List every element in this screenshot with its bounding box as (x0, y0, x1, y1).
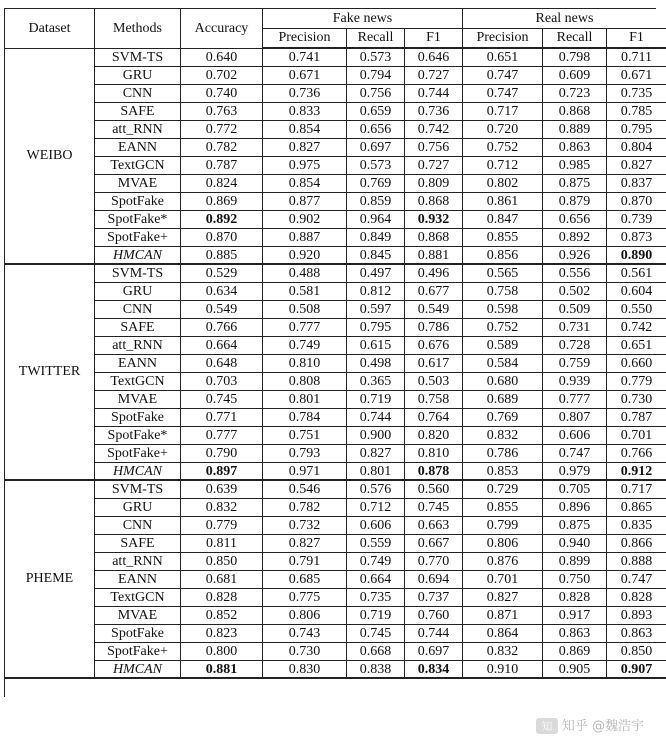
method-name: GRU (95, 67, 181, 85)
fake-precision-cell: 0.784 (263, 409, 347, 427)
real-f1-cell: 0.787 (607, 409, 666, 427)
header-dataset: Dataset (5, 9, 95, 49)
real-recall-cell: 0.899 (543, 553, 607, 571)
method-name: EANN (95, 571, 181, 589)
real-recall-cell: 0.750 (543, 571, 607, 589)
real-precision-cell: 0.856 (463, 247, 543, 265)
accuracy-cell: 0.787 (181, 157, 263, 175)
real-recall-cell: 0.759 (543, 355, 607, 373)
real-f1-cell: 0.779 (607, 373, 666, 391)
real-recall-cell: 0.863 (543, 139, 607, 157)
zhihu-watermark (536, 718, 644, 734)
real-f1-cell: 0.850 (607, 643, 666, 661)
method-name: TextGCN (95, 373, 181, 391)
real-precision-cell: 0.720 (463, 121, 543, 139)
accuracy-cell: 0.766 (181, 319, 263, 337)
fake-f1-cell: 0.881 (405, 247, 463, 265)
fake-precision-cell: 0.902 (263, 211, 347, 229)
method-name: CNN (95, 301, 181, 319)
real-precision-cell: 0.565 (463, 265, 543, 283)
method-name: CNN (95, 517, 181, 535)
real-f1-cell: 0.550 (607, 301, 666, 319)
fake-precision-cell: 0.743 (263, 625, 347, 643)
real-recall-cell: 0.777 (543, 391, 607, 409)
accuracy-cell: 0.664 (181, 337, 263, 355)
real-f1-cell: 0.828 (607, 589, 666, 607)
header-real-news: Real news (463, 9, 666, 29)
method-name: SpotFake+ (95, 229, 181, 247)
real-f1-cell: 0.735 (607, 85, 666, 103)
fake-recall-cell: 0.838 (347, 661, 405, 679)
real-f1-cell: 0.827 (607, 157, 666, 175)
accuracy-cell: 0.782 (181, 139, 263, 157)
fake-precision-cell: 0.777 (263, 319, 347, 337)
real-recall-cell: 0.985 (543, 157, 607, 175)
real-precision-cell: 0.680 (463, 373, 543, 391)
method-name: GRU (95, 283, 181, 301)
method-name: SAFE (95, 535, 181, 553)
fake-recall-cell: 0.659 (347, 103, 405, 121)
results-table (4, 8, 656, 697)
method-name: MVAE (95, 175, 181, 193)
real-recall-cell: 0.828 (543, 589, 607, 607)
accuracy-cell: 0.703 (181, 373, 263, 391)
fake-f1-cell: 0.727 (405, 157, 463, 175)
method-name: SpotFake+ (95, 643, 181, 661)
fake-recall-cell: 0.559 (347, 535, 405, 553)
results-table-region (4, 8, 656, 748)
method-name: SVM-TS (95, 49, 181, 67)
real-recall-cell: 0.728 (543, 337, 607, 355)
real-precision-cell: 0.701 (463, 571, 543, 589)
real-f1-cell: 0.873 (607, 229, 666, 247)
real-recall-cell: 0.705 (543, 481, 607, 499)
real-precision-cell: 0.799 (463, 517, 543, 535)
header-fake-precision: Precision (263, 29, 347, 49)
fake-f1-cell: 0.744 (405, 85, 463, 103)
real-f1-cell: 0.739 (607, 211, 666, 229)
fake-precision-cell: 0.808 (263, 373, 347, 391)
real-precision-cell: 0.651 (463, 49, 543, 67)
fake-recall-cell: 0.735 (347, 589, 405, 607)
fake-f1-cell: 0.663 (405, 517, 463, 535)
fake-recall-cell: 0.712 (347, 499, 405, 517)
fake-f1-cell: 0.677 (405, 283, 463, 301)
fake-f1-cell: 0.868 (405, 229, 463, 247)
real-recall-cell: 0.939 (543, 373, 607, 391)
accuracy-cell: 0.640 (181, 49, 263, 67)
fake-f1-cell: 0.756 (405, 139, 463, 157)
fake-f1-cell: 0.549 (405, 301, 463, 319)
accuracy-cell: 0.828 (181, 589, 263, 607)
fake-f1-cell: 0.764 (405, 409, 463, 427)
accuracy-cell: 0.740 (181, 85, 263, 103)
accuracy-cell: 0.811 (181, 535, 263, 553)
fake-precision-cell: 0.877 (263, 193, 347, 211)
real-f1-cell: 0.804 (607, 139, 666, 157)
accuracy-cell: 0.870 (181, 229, 263, 247)
fake-precision-cell: 0.971 (263, 463, 347, 481)
fake-f1-cell: 0.676 (405, 337, 463, 355)
real-f1-cell: 0.835 (607, 517, 666, 535)
fake-f1-cell: 0.878 (405, 463, 463, 481)
method-name: EANN (95, 355, 181, 373)
real-f1-cell: 0.711 (607, 49, 666, 67)
fake-recall-cell: 0.573 (347, 49, 405, 67)
fake-f1-cell: 0.932 (405, 211, 463, 229)
real-recall-cell: 0.879 (543, 193, 607, 211)
fake-precision-cell: 0.488 (263, 265, 347, 283)
real-precision-cell: 0.861 (463, 193, 543, 211)
method-name: SpotFake+ (95, 445, 181, 463)
real-precision-cell: 0.712 (463, 157, 543, 175)
real-precision-cell: 0.864 (463, 625, 543, 643)
method-name: HMCAN (95, 661, 181, 679)
fake-recall-cell: 0.845 (347, 247, 405, 265)
accuracy-cell: 0.639 (181, 481, 263, 499)
real-recall-cell: 0.656 (543, 211, 607, 229)
fake-recall-cell: 0.668 (347, 643, 405, 661)
real-f1-cell: 0.747 (607, 571, 666, 589)
real-f1-cell: 0.888 (607, 553, 666, 571)
real-f1-cell: 0.660 (607, 355, 666, 373)
accuracy-cell: 0.681 (181, 571, 263, 589)
fake-recall-cell: 0.606 (347, 517, 405, 535)
real-f1-cell: 0.890 (607, 247, 666, 265)
accuracy-cell: 0.779 (181, 517, 263, 535)
header-real-f1: F1 (607, 29, 666, 49)
fake-precision-cell: 0.854 (263, 121, 347, 139)
real-precision-cell: 0.689 (463, 391, 543, 409)
fake-recall-cell: 0.795 (347, 319, 405, 337)
method-name: MVAE (95, 391, 181, 409)
real-precision-cell: 0.871 (463, 607, 543, 625)
fake-recall-cell: 0.849 (347, 229, 405, 247)
fake-recall-cell: 0.719 (347, 391, 405, 409)
method-name: SpotFake (95, 625, 181, 643)
real-precision-cell: 0.910 (463, 661, 543, 679)
real-precision-cell: 0.832 (463, 427, 543, 445)
fake-recall-cell: 0.497 (347, 265, 405, 283)
real-f1-cell: 0.785 (607, 103, 666, 121)
real-recall-cell: 0.747 (543, 445, 607, 463)
accuracy-cell: 0.790 (181, 445, 263, 463)
fake-recall-cell: 0.656 (347, 121, 405, 139)
fake-f1-cell: 0.742 (405, 121, 463, 139)
real-f1-cell: 0.717 (607, 481, 666, 499)
accuracy-cell: 0.892 (181, 211, 263, 229)
fake-f1-cell: 0.786 (405, 319, 463, 337)
real-precision-cell: 0.752 (463, 139, 543, 157)
accuracy-cell: 0.702 (181, 67, 263, 85)
watermark-text: 知乎 @魏浩宇 (561, 718, 644, 734)
dataset-label-pheme: PHEME (5, 481, 95, 679)
fake-f1-cell: 0.834 (405, 661, 463, 679)
real-precision-cell: 0.847 (463, 211, 543, 229)
fake-recall-cell: 0.573 (347, 157, 405, 175)
fake-f1-cell: 0.697 (405, 643, 463, 661)
accuracy-cell: 0.852 (181, 607, 263, 625)
real-f1-cell: 0.651 (607, 337, 666, 355)
fake-precision-cell: 0.920 (263, 247, 347, 265)
real-recall-cell: 0.723 (543, 85, 607, 103)
accuracy-cell: 0.771 (181, 409, 263, 427)
fake-f1-cell: 0.760 (405, 607, 463, 625)
real-recall-cell: 0.892 (543, 229, 607, 247)
real-recall-cell: 0.502 (543, 283, 607, 301)
method-name: GRU (95, 499, 181, 517)
real-precision-cell: 0.855 (463, 499, 543, 517)
accuracy-cell: 0.850 (181, 553, 263, 571)
real-recall-cell: 0.807 (543, 409, 607, 427)
real-recall-cell: 0.917 (543, 607, 607, 625)
real-precision-cell: 0.853 (463, 463, 543, 481)
fake-recall-cell: 0.756 (347, 85, 405, 103)
real-precision-cell: 0.855 (463, 229, 543, 247)
accuracy-cell: 0.772 (181, 121, 263, 139)
fake-recall-cell: 0.769 (347, 175, 405, 193)
real-f1-cell: 0.866 (607, 535, 666, 553)
accuracy-cell: 0.832 (181, 499, 263, 517)
fake-recall-cell: 0.964 (347, 211, 405, 229)
fake-recall-cell: 0.576 (347, 481, 405, 499)
fake-precision-cell: 0.801 (263, 391, 347, 409)
method-name: SVM-TS (95, 265, 181, 283)
fake-recall-cell: 0.801 (347, 463, 405, 481)
real-f1-cell: 0.907 (607, 661, 666, 679)
real-recall-cell: 0.905 (543, 661, 607, 679)
method-name: SpotFake (95, 409, 181, 427)
fake-recall-cell: 0.812 (347, 283, 405, 301)
real-f1-cell: 0.561 (607, 265, 666, 283)
fake-precision-cell: 0.827 (263, 139, 347, 157)
fake-precision-cell: 0.854 (263, 175, 347, 193)
real-precision-cell: 0.769 (463, 409, 543, 427)
fake-f1-cell: 0.646 (405, 49, 463, 67)
fake-recall-cell: 0.794 (347, 67, 405, 85)
fake-f1-cell: 0.744 (405, 625, 463, 643)
accuracy-cell: 0.648 (181, 355, 263, 373)
fake-f1-cell: 0.736 (405, 103, 463, 121)
fake-precision-cell: 0.732 (263, 517, 347, 535)
real-precision-cell: 0.752 (463, 319, 543, 337)
real-f1-cell: 0.766 (607, 445, 666, 463)
accuracy-cell: 0.634 (181, 283, 263, 301)
accuracy-cell: 0.881 (181, 661, 263, 679)
fake-f1-cell: 0.667 (405, 535, 463, 553)
real-precision-cell: 0.832 (463, 643, 543, 661)
real-precision-cell: 0.589 (463, 337, 543, 355)
fake-recall-cell: 0.365 (347, 373, 405, 391)
real-precision-cell: 0.584 (463, 355, 543, 373)
fake-precision-cell: 0.775 (263, 589, 347, 607)
real-precision-cell: 0.729 (463, 481, 543, 499)
fake-recall-cell: 0.744 (347, 409, 405, 427)
fake-precision-cell: 0.782 (263, 499, 347, 517)
fake-f1-cell: 0.617 (405, 355, 463, 373)
fake-recall-cell: 0.719 (347, 607, 405, 625)
accuracy-cell: 0.800 (181, 643, 263, 661)
real-f1-cell: 0.837 (607, 175, 666, 193)
method-name: TextGCN (95, 589, 181, 607)
header-fake-recall: Recall (347, 29, 405, 49)
fake-precision-cell: 0.833 (263, 103, 347, 121)
fake-f1-cell: 0.503 (405, 373, 463, 391)
real-precision-cell: 0.876 (463, 553, 543, 571)
accuracy-cell: 0.549 (181, 301, 263, 319)
method-name: att_RNN (95, 337, 181, 355)
real-recall-cell: 0.798 (543, 49, 607, 67)
header-real-recall: Recall (543, 29, 607, 49)
accuracy-cell: 0.763 (181, 103, 263, 121)
method-name: SAFE (95, 103, 181, 121)
fake-precision-cell: 0.830 (263, 661, 347, 679)
real-recall-cell: 0.875 (543, 175, 607, 193)
real-precision-cell: 0.717 (463, 103, 543, 121)
real-recall-cell: 0.556 (543, 265, 607, 283)
fake-f1-cell: 0.745 (405, 499, 463, 517)
fake-precision-cell: 0.749 (263, 337, 347, 355)
real-recall-cell: 0.869 (543, 643, 607, 661)
accuracy-cell: 0.897 (181, 463, 263, 481)
real-precision-cell: 0.786 (463, 445, 543, 463)
real-recall-cell: 0.606 (543, 427, 607, 445)
fake-precision-cell: 0.827 (263, 535, 347, 553)
fake-recall-cell: 0.697 (347, 139, 405, 157)
fake-f1-cell: 0.727 (405, 67, 463, 85)
header-fake-f1: F1 (405, 29, 463, 49)
real-precision-cell: 0.802 (463, 175, 543, 193)
real-precision-cell: 0.598 (463, 301, 543, 319)
real-f1-cell: 0.730 (607, 391, 666, 409)
method-name: att_RNN (95, 121, 181, 139)
real-recall-cell: 0.509 (543, 301, 607, 319)
accuracy-cell: 0.869 (181, 193, 263, 211)
real-precision-cell: 0.758 (463, 283, 543, 301)
real-recall-cell: 0.940 (543, 535, 607, 553)
header-real-precision: Precision (463, 29, 543, 49)
fake-recall-cell: 0.664 (347, 571, 405, 589)
accuracy-cell: 0.777 (181, 427, 263, 445)
method-name: SAFE (95, 319, 181, 337)
header-fake-news: Fake news (263, 9, 463, 29)
method-name: SVM-TS (95, 481, 181, 499)
fake-recall-cell: 0.827 (347, 445, 405, 463)
real-f1-cell: 0.863 (607, 625, 666, 643)
real-precision-cell: 0.747 (463, 85, 543, 103)
real-recall-cell: 0.896 (543, 499, 607, 517)
fake-precision-cell: 0.751 (263, 427, 347, 445)
fake-recall-cell: 0.745 (347, 625, 405, 643)
fake-f1-cell: 0.737 (405, 589, 463, 607)
fake-f1-cell: 0.809 (405, 175, 463, 193)
fake-precision-cell: 0.810 (263, 355, 347, 373)
method-name: SpotFake* (95, 211, 181, 229)
fake-precision-cell: 0.975 (263, 157, 347, 175)
dataset-label-weibo: WEIBO (5, 49, 95, 265)
header-methods: Methods (95, 9, 181, 49)
fake-recall-cell: 0.749 (347, 553, 405, 571)
real-f1-cell: 0.870 (607, 193, 666, 211)
real-f1-cell: 0.865 (607, 499, 666, 517)
method-name: SpotFake (95, 193, 181, 211)
fake-precision-cell: 0.793 (263, 445, 347, 463)
real-precision-cell: 0.806 (463, 535, 543, 553)
method-name: CNN (95, 85, 181, 103)
fake-f1-cell: 0.770 (405, 553, 463, 571)
fake-precision-cell: 0.546 (263, 481, 347, 499)
fake-f1-cell: 0.496 (405, 265, 463, 283)
real-precision-cell: 0.827 (463, 589, 543, 607)
real-recall-cell: 0.863 (543, 625, 607, 643)
zhihu-logo-icon: 知 (536, 718, 558, 734)
fake-precision-cell: 0.806 (263, 607, 347, 625)
method-name: HMCAN (95, 463, 181, 481)
accuracy-cell: 0.529 (181, 265, 263, 283)
fake-precision-cell: 0.741 (263, 49, 347, 67)
real-f1-cell: 0.742 (607, 319, 666, 337)
method-name: HMCAN (95, 247, 181, 265)
real-recall-cell: 0.926 (543, 247, 607, 265)
fake-recall-cell: 0.498 (347, 355, 405, 373)
method-name: att_RNN (95, 553, 181, 571)
method-name: MVAE (95, 607, 181, 625)
real-precision-cell: 0.747 (463, 67, 543, 85)
accuracy-cell: 0.745 (181, 391, 263, 409)
fake-precision-cell: 0.671 (263, 67, 347, 85)
fake-precision-cell: 0.736 (263, 85, 347, 103)
method-name: EANN (95, 139, 181, 157)
real-recall-cell: 0.868 (543, 103, 607, 121)
accuracy-cell: 0.885 (181, 247, 263, 265)
fake-recall-cell: 0.597 (347, 301, 405, 319)
dataset-label-twitter: TWITTER (5, 265, 95, 481)
fake-f1-cell: 0.758 (405, 391, 463, 409)
real-f1-cell: 0.893 (607, 607, 666, 625)
fake-f1-cell: 0.820 (405, 427, 463, 445)
real-recall-cell: 0.875 (543, 517, 607, 535)
fake-recall-cell: 0.615 (347, 337, 405, 355)
real-recall-cell: 0.889 (543, 121, 607, 139)
real-recall-cell: 0.609 (543, 67, 607, 85)
fake-f1-cell: 0.868 (405, 193, 463, 211)
accuracy-cell: 0.823 (181, 625, 263, 643)
real-f1-cell: 0.604 (607, 283, 666, 301)
fake-precision-cell: 0.685 (263, 571, 347, 589)
accuracy-cell: 0.824 (181, 175, 263, 193)
real-f1-cell: 0.671 (607, 67, 666, 85)
fake-precision-cell: 0.581 (263, 283, 347, 301)
fake-recall-cell: 0.859 (347, 193, 405, 211)
fake-f1-cell: 0.560 (405, 481, 463, 499)
method-name: SpotFake* (95, 427, 181, 445)
fake-precision-cell: 0.887 (263, 229, 347, 247)
fake-precision-cell: 0.508 (263, 301, 347, 319)
fake-f1-cell: 0.694 (405, 571, 463, 589)
real-f1-cell: 0.701 (607, 427, 666, 445)
real-f1-cell: 0.912 (607, 463, 666, 481)
real-recall-cell: 0.979 (543, 463, 607, 481)
real-f1-cell: 0.795 (607, 121, 666, 139)
header-accuracy: Accuracy (181, 9, 263, 49)
fake-precision-cell: 0.791 (263, 553, 347, 571)
fake-f1-cell: 0.810 (405, 445, 463, 463)
real-recall-cell: 0.731 (543, 319, 607, 337)
method-name: TextGCN (95, 157, 181, 175)
fake-precision-cell: 0.730 (263, 643, 347, 661)
fake-recall-cell: 0.900 (347, 427, 405, 445)
